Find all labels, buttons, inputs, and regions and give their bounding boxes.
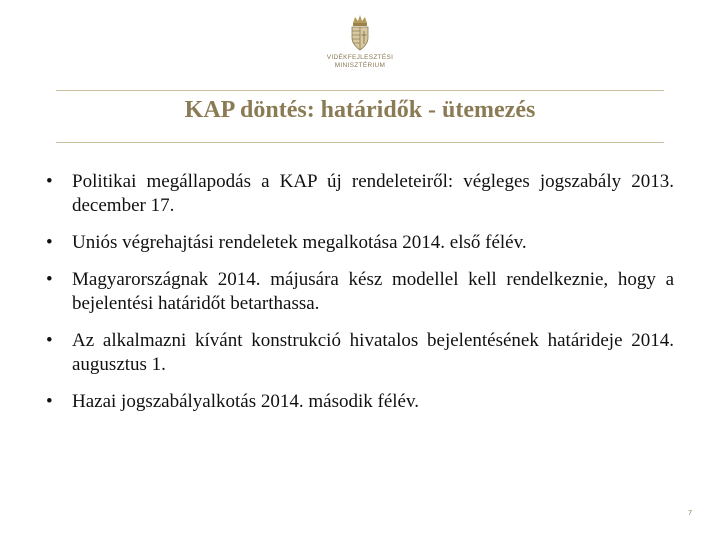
- bullet-item: [46, 390, 674, 414]
- ministry-logo: [320, 14, 400, 84]
- bullet-dot: •: [46, 232, 53, 253]
- page-number: 7: [688, 510, 692, 517]
- logo-line-1: VIDÉKFEJLESZTÉSI: [326, 54, 394, 61]
- bullet-item: [46, 268, 674, 316]
- bullet-text: Az alkalmazni kívánt konstrukció hivatalos bejelentésének határideje 2014. augusztus 1.: [72, 330, 674, 375]
- bullet-dot: •: [46, 269, 53, 290]
- bullet-item: [46, 170, 674, 218]
- bullet-dot: •: [46, 330, 53, 351]
- bullet-text: Politikai megállapodás a KAP új rendeleteiről: végleges jogszabály 2013. december 17.: [72, 171, 674, 216]
- slide-title: KAP döntés: határidők - ütemezés: [184, 97, 536, 123]
- bullet-item: [46, 231, 674, 255]
- bullet-item: [46, 329, 674, 377]
- bullet-text: Hazai jogszabályalkotás 2014. második félév.: [72, 391, 419, 412]
- title-bottom-rule: [56, 142, 664, 143]
- bullet-dot: •: [46, 171, 53, 192]
- bullet-text: Uniós végrehajtási rendeletek megalkotása 2014. első félév.: [72, 232, 527, 253]
- title-top-rule: [56, 90, 664, 91]
- bullet-dot: •: [46, 391, 53, 412]
- hungarian-coat-of-arms-icon: [349, 14, 371, 52]
- bullet-list: [46, 170, 674, 427]
- bullet-text: Magyarországnak 2014. májusára kész modellel kell rendelkeznie, hogy a bejelentési határidőt betarthassa.: [72, 269, 674, 314]
- logo-line-2: MINISZTÉRIUM: [334, 62, 386, 69]
